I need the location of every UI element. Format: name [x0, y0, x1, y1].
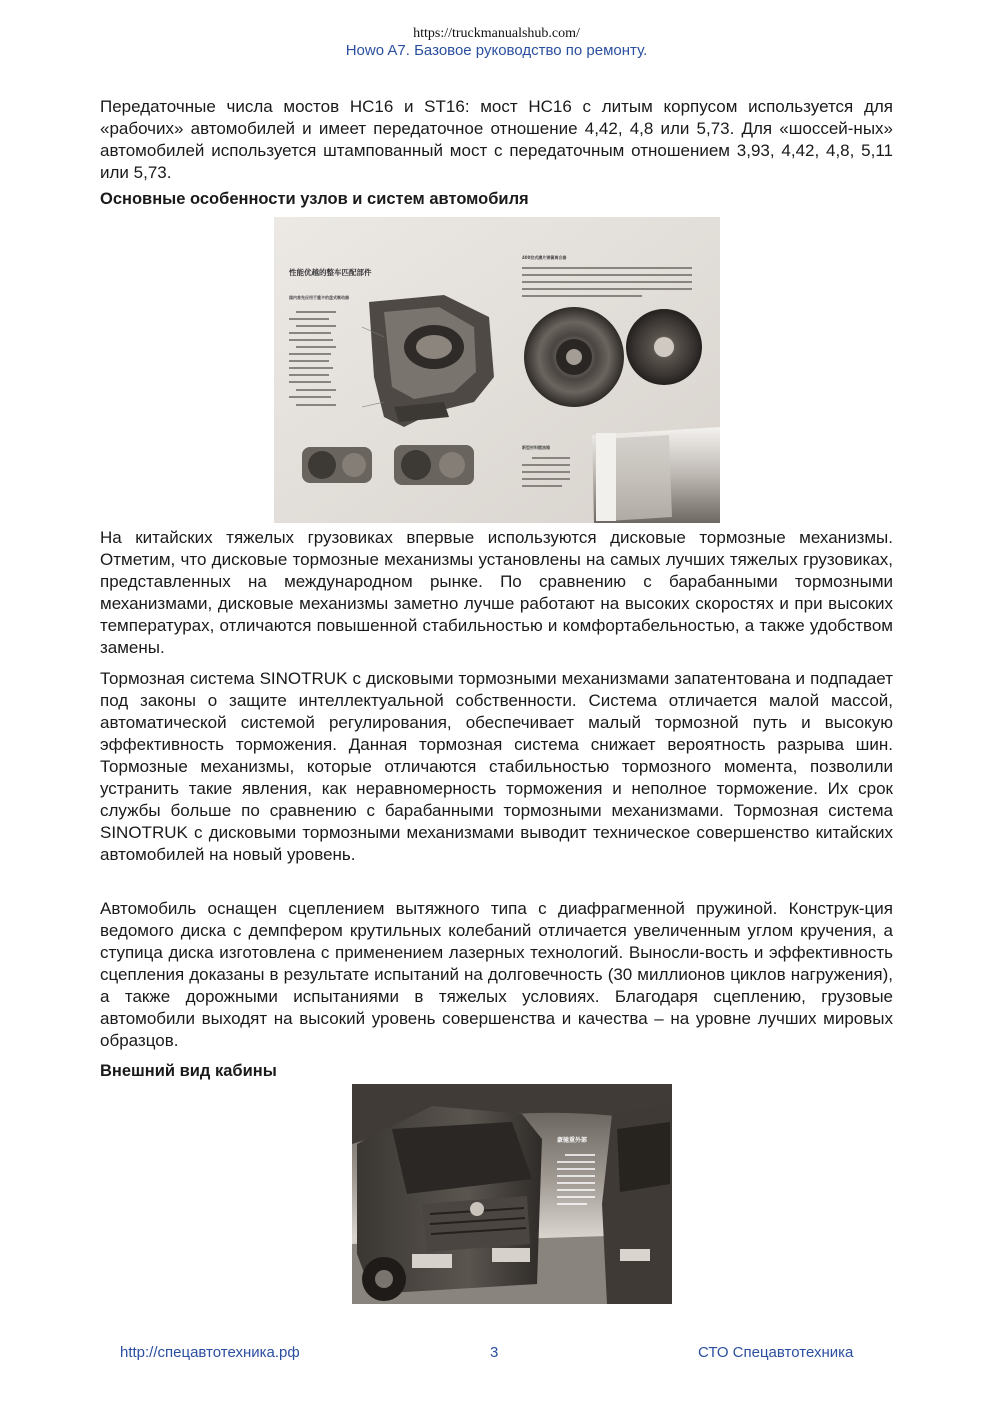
- document-title: Howo A7. Базовое руководство по ремонту.: [345, 42, 648, 59]
- truck-cab-icon: [357, 1106, 542, 1301]
- paragraph-brake-system: Тормозная система SINOTRUK с дисковыми тормозными механизмами запатентована и подпадает под законы о защите интеллектуальной собственности. Система отличается малой массой, автоматической системой регулирования, обеспечивает малый тормозной путь и высокую эффективность торможения. Данная тормозная система снижает вероятность разрыва шин. Тормозные механизмы, которые отличаются стабильностью тормозного момента, позволили устранить такие явления, как неравномерность торможения и неполное торможение. Их срок службы больше по сравнению с барабанными тормозными механизмами. Тормозная система SINOTRUK с дисковыми тормозными механизмами выводит техническое совершенство китайских автомобилей на новый уровень.: [100, 669, 893, 864]
- paragraph-disc-brakes: На китайских тяжелых грузовиках впервые используются дисковые тормозные механизмы. Отметим, что дисковые тормозные механизмы установлены на самых лучших тяжелых грузовиках, представленных на международном рынке. По сравнению с барабанными тормозными механизмами, дисковые механизмы заметно лучше работают на высоких скоростях и при высоких температурах, отличаются повышенной стабильностью и комфортабельностью, а также удобством замены.: [100, 528, 893, 657]
- second-truck-icon: [602, 1104, 672, 1304]
- paragraph-axles: Передаточные числа мостов HC16 и ST16: мост HC16 с литым корпусом используется для «рабочих» автомобилей и имеет передаточное отношение 4,42, 4,8 или 5,73. Для «шоссей-ных» автомобилей используется штампованный мост с передаточным отношением 3,93, 4,42, 4,8, 5,11 или 5,73.: [100, 97, 893, 182]
- section-heading-features: Основные особенности узлов и систем автомобиля: [100, 190, 529, 208]
- figure2-title: 豪驰重外部: [557, 1137, 588, 1144]
- figure1-caption2: 400拉式膜片弹簧离合器: [522, 255, 567, 260]
- header-url: https://truckmanualshub.com/: [413, 26, 580, 41]
- page-number: 3: [490, 1344, 499, 1361]
- figure1-caption1: 国内首先应用于重卡的盘式制动器: [289, 295, 349, 300]
- section-heading-cab: Внешний вид кабины: [100, 1062, 277, 1080]
- figure1-caption3: 新型材料燃油箱: [522, 445, 550, 450]
- figure1-title: 性能优越的整车匹配部件: [289, 268, 372, 277]
- footer-organization: СТО Спецавтотехника: [698, 1344, 854, 1361]
- cab-exterior-figure: [352, 1084, 672, 1304]
- footer-website-link[interactable]: http://спецавтотехника.рф: [120, 1344, 300, 1361]
- brake-components-figure: [274, 217, 720, 523]
- paragraph-clutch: Автомобиль оснащен сцеплением вытяжного типа с диафрагменной пружиной. Конструк-ция ведомого диска с демпфером крутильных колебаний отличается увеличенным углом кручения, а ступица диска изготовлена с применением лазерных технологий. Выносли-вость и эффективность сцепления доказаны в результате испытаний на долговечность (30 миллионов циклов нагружения), а также дорожными испытаниями в тяжелых условиях. Благодаря сцеплению, грузовые автомобили выходят на высокий уровень совершенства и качества – на уровне лучших мировых образцов.: [100, 899, 893, 1050]
